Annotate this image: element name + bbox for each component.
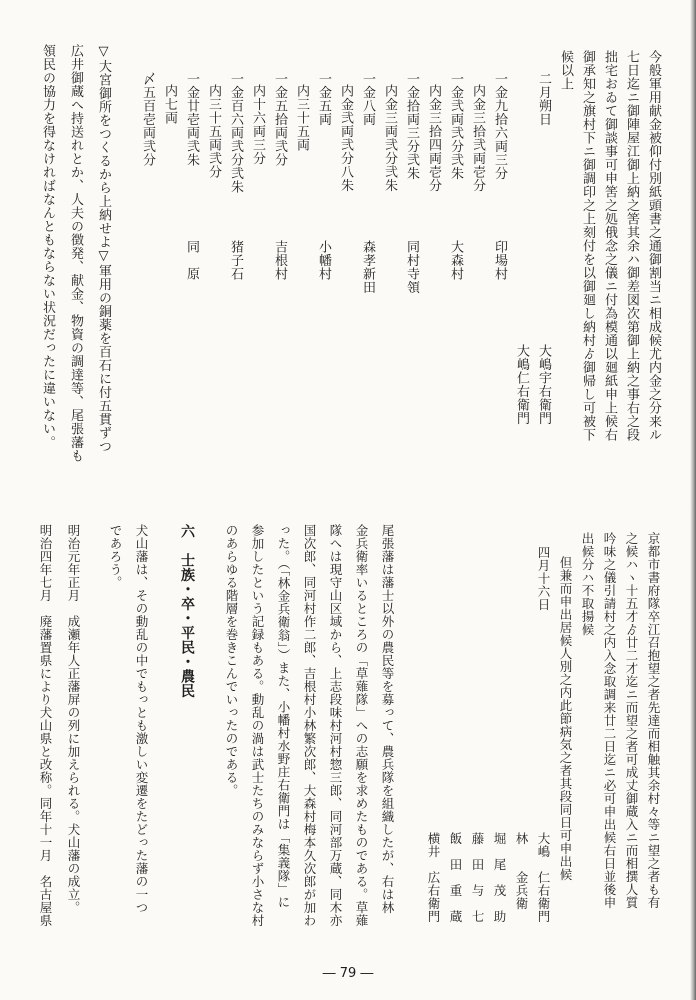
signer: 大嶋宇右衛門 [536,344,551,425]
paragraph-line: であろう。 [108,524,123,589]
item-inner: 内金三両弐分弐朱 [382,84,397,192]
item-inner: 内金三拾四両壱分 [426,84,441,192]
paragraph-line: 隊へは現守山区域から、上志段味村河村惣三郎、同河部万蔵、同木亦 [328,524,343,927]
page-number: ― 79 ― [322,966,374,981]
commentary-line: ▽大宮御所をつくるから上納せよ▽軍用の銅薬を百石に付五貫ずつ [96,44,111,453]
signer: 藤 田 与 七 [470,832,485,923]
paragraph-line: 犬山藩は、その動乱の中でもっとも激しい変遷をたどった藩の一つ [134,524,149,914]
signer: 堀 尾 茂 助 [492,832,507,923]
document-line: 之候ハヽ十五才ゟ廿二才迄ニ而望之者可成丈御蔵入ニ而相撰人質 [624,532,639,909]
document-line: 吟味之儀引請村之内入念取調来廿二日迄ニ必可申出候右日並後申 [602,532,617,909]
item-village: 同村寺領 [404,240,419,294]
document-date: 四月十六日 [536,546,551,611]
document-line: 京都市書府隊卒江召抱望之者先達而相触其余村々等ニ望之者も有 [646,532,661,909]
signer: 大嶋仁右衛門 [514,344,529,425]
paragraph-line: 国次郎、同河村作二郎、吉根村小林繁次郎、大森村梅本久次郎が加わ [302,524,317,927]
signer: 横井 広右衛門 [426,832,441,923]
item-inner: 内金三拾弐両壱分 [470,84,485,192]
item-amount: 一金五両 [316,72,331,126]
item-inner: 内三十五両 [294,84,309,152]
item-village: 猪子石 [228,240,243,281]
item-amount: 一金八両 [360,72,375,126]
item-village: 同 原 [184,240,199,281]
document-line: 拙宅おゐて御談事可申筈之処俄念之儀ニ付為模通以廻紙申上候右 [602,50,617,442]
document-line: 出候分ハ不取揚候 [580,532,595,636]
signer: 林 金兵衛 [514,832,529,910]
document-date: 二月朔日 [536,72,551,126]
item-village: 森孝新田 [360,240,375,294]
signer: 大嶋 仁右衛門 [536,832,551,923]
document-line: 今般軍用献金被仰付別紙頭書之通御割当ニ相成候尤内金之分来ル [646,50,661,442]
item-inner: 内三十五両弐分 [206,84,221,179]
item-amount: 一金拾両三分弐朱 [404,72,419,180]
paragraph-line: 参加したという記録もある。動乱の渦は武士たちのみならず小さな村 [250,524,265,927]
item-village: 吉根村 [272,240,287,281]
item-inner: 内七両 [162,84,177,125]
signer: 飯 田 重 蔵 [448,832,463,923]
document-line: 七日迄ニ御陣屋江御上納之筈其余ハ御差図次第御上納之事右之段 [624,50,639,442]
document-note: 但兼而申出居候人別之内此節病気之者其段同日可申出候 [558,556,573,881]
commentary-line: 領民の協力を得なければなんともならない状況だったに違いない。 [40,44,55,449]
item-inner: 内十六両三分 [250,84,265,165]
page-edge-shadow [690,0,696,1000]
paragraph-line: った。（「林金兵衛翁」）また、小幡村水野庄右衛門は「集義隊」に [276,524,291,909]
item-amount: 一金九拾六両三分 [492,72,507,180]
section-heading: 六 士族・卒・平民・農民 [179,524,195,698]
document-line: 候以上 [558,50,573,91]
paragraph-line: 金兵衛率いるところの「草薙隊」への志願を求めたものである。草薙 [354,524,369,927]
item-total: 〆五百壱両弐分 [140,72,155,167]
item-amount: 一金弐両弐分弐朱 [448,72,463,180]
paragraph-line: 明治四年七月 廃藩置県により犬山県と改称。同年十一月 名古屋県 [38,524,53,927]
paragraph-line: 明治元年正月 成瀬年人正藩屏の列に加えられる。犬山藩の成立。 [66,524,81,914]
item-inner: 内金弐両弐分八朱 [338,84,353,192]
item-village: 小幡村 [316,240,331,281]
paragraph-line: 尾張藩は藩士以外の農民等を募って、農兵隊を組織したが、右は林 [380,524,395,914]
item-amount: 一金百六両弐分弐朱 [228,72,243,194]
item-village: 大森村 [448,240,463,281]
item-village: 印場村 [492,240,507,281]
item-amount: 一金五拾両弐分 [272,72,287,167]
item-amount: 一金廿壱両弐朱 [184,72,199,167]
commentary-line: 広井御蔵へ持送れとか、人夫の徴発、献金、物資の調達等、尾張藩も [68,44,83,463]
paragraph-line: のあらゆる階層を巻きこんでいったのである。 [224,524,239,797]
document-line: 御承知之旗村下ニ御調印之上刻付を以御廻し納村ゟ御帰し可被下 [580,50,595,442]
